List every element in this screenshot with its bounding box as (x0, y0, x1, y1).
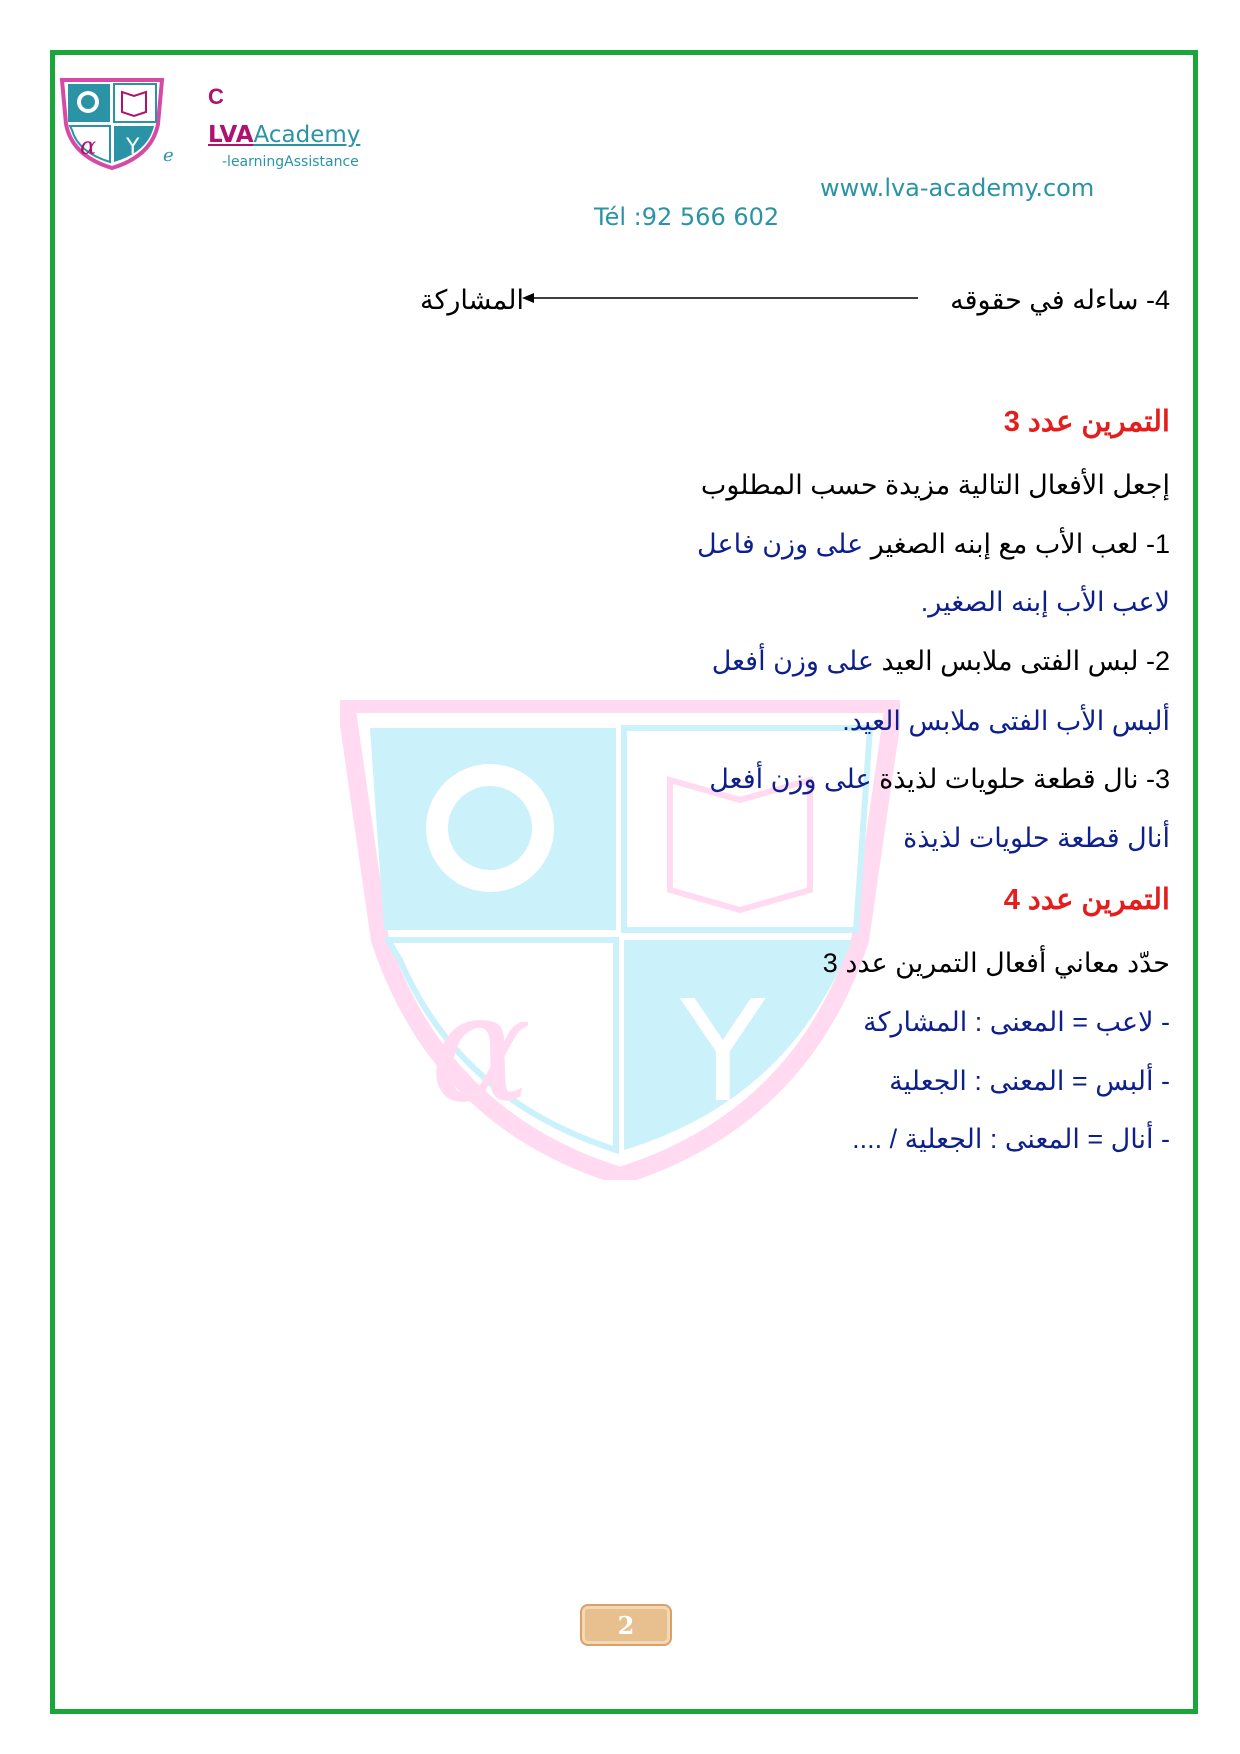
svg-text:Y: Y (126, 135, 140, 160)
exercise3-item-2 (712, 646, 1170, 677)
exercise3-instruction: إجعل الأفعال التالية مزيدة حسب المطلوب (700, 470, 1170, 500)
svg-text:α: α (430, 962, 532, 1136)
brand-name (208, 122, 360, 148)
item-prompt: 1- لعب الأب مع إبنه الصغير (870, 529, 1170, 559)
exercise3-answer-1: لاعب الأب إبنه الصغير. (920, 587, 1170, 617)
brand-subtitle: -learningAssistance (222, 154, 359, 170)
item-pattern: على وزن فاعل (697, 529, 864, 559)
match-item-right: 4- ساءله في حقوقه (950, 285, 1170, 315)
exercise3-item-3 (709, 764, 1170, 795)
brand-letter-e: e (163, 145, 174, 166)
brand-lva: LVA (208, 122, 254, 148)
exercise3-answer-2: ألبس الأب الفتى ملابس العيد. (842, 706, 1170, 736)
website-url: www.lva-academy.com (820, 174, 1095, 202)
exercise4-title: التمرين عدد 4 (1003, 884, 1170, 916)
exercise3-item-1 (697, 529, 1170, 560)
brand-letter-c: C (208, 84, 224, 109)
svg-text:α: α (80, 132, 97, 160)
page-number: 2 (580, 1604, 672, 1646)
exercise4-answer-3: - أنال = المعنى : الجعلية / .... (852, 1124, 1170, 1154)
phone-number: Tél :92 566 602 (594, 203, 780, 231)
item-pattern: على وزن أفعل (709, 764, 872, 794)
exercise4-instruction: حدّد معاني أفعال التمرين عدد 3 (822, 948, 1170, 978)
exercise4-answer-1: - لاعب = المعنى : المشاركة (863, 1007, 1170, 1037)
item-pattern: على وزن أفعل (711, 646, 875, 676)
item-prompt: 2- لبس الفتى ملابس العيد (881, 646, 1170, 676)
svg-text:Y: Y (680, 971, 766, 1134)
exercise3-title: التمرين عدد 3 (1003, 406, 1170, 438)
arrow-left-icon (522, 292, 918, 304)
brand-academy: Academy (253, 122, 361, 148)
exercise4-answer-2: - ألبس = المعنى : الجعلية (889, 1066, 1170, 1096)
item-prompt: 3- نال قطعة حلويات لذيذة (879, 764, 1170, 794)
academy-logo (58, 78, 166, 170)
exercise3-answer-3: أنال قطعة حلويات لذيذة (903, 823, 1170, 853)
match-item-left: المشاركة (420, 285, 525, 315)
